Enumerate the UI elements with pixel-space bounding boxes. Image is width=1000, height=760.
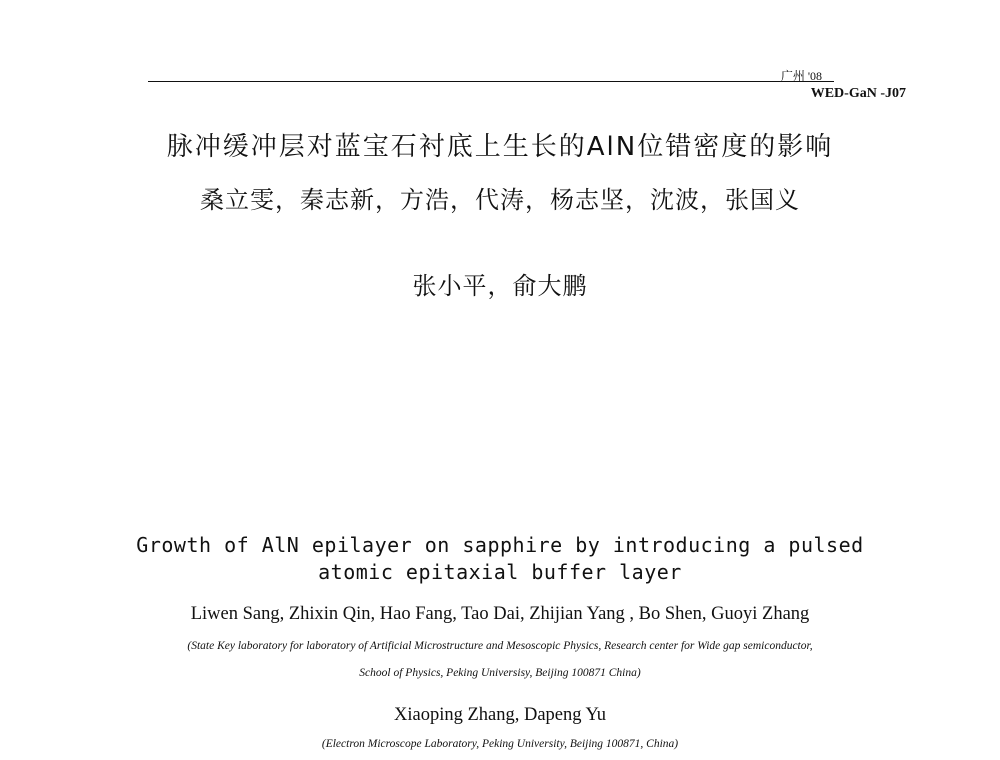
- header-rule: [148, 81, 834, 82]
- authors-cn-1: 桑立雯，秦志新，方浩，代涛，杨志坚，沈波，张国义: [200, 186, 800, 214]
- header-place-year: 广州 '08: [780, 69, 822, 83]
- affiliation-en-1-line2: School of Physics, Peking Universisy, Beijing 100871 China): [359, 667, 641, 679]
- paper-code: WED-GaN -J07: [810, 86, 906, 101]
- authors-en-1: Liwen Sang, Zhixin Qin, Hao Fang, Tao Dai, Zhijian Yang , Bo Shen, Guoyi Zhang: [190, 604, 810, 624]
- paper-title-cn: 脉冲缓冲层对蓝宝石衬底上生长的AlN位错密度的影响: [166, 132, 834, 162]
- authors-en-2: Xiaoping Zhang, Dapeng Yu: [393, 705, 607, 725]
- affiliation-en-2: (Electron Microscope Laboratory, Peking University, Beijing 100871, China): [321, 738, 679, 750]
- paper-title-en-line2: atomic epitaxial buffer layer: [318, 560, 682, 584]
- paper-title-en-line1: Growth of AlN epilayer on sapphire by introducing a pulsed: [136, 533, 864, 557]
- authors-cn-2: 张小平，俞大鹏: [412, 272, 588, 300]
- affiliation-en-1-line1: (State Key laboratory for laboratory of Artificial Microstructure and Mesoscopic Physics, Research center for Wide gap semiconductor,: [187, 640, 813, 652]
- paper-title-en: [0, 532, 1000, 586]
